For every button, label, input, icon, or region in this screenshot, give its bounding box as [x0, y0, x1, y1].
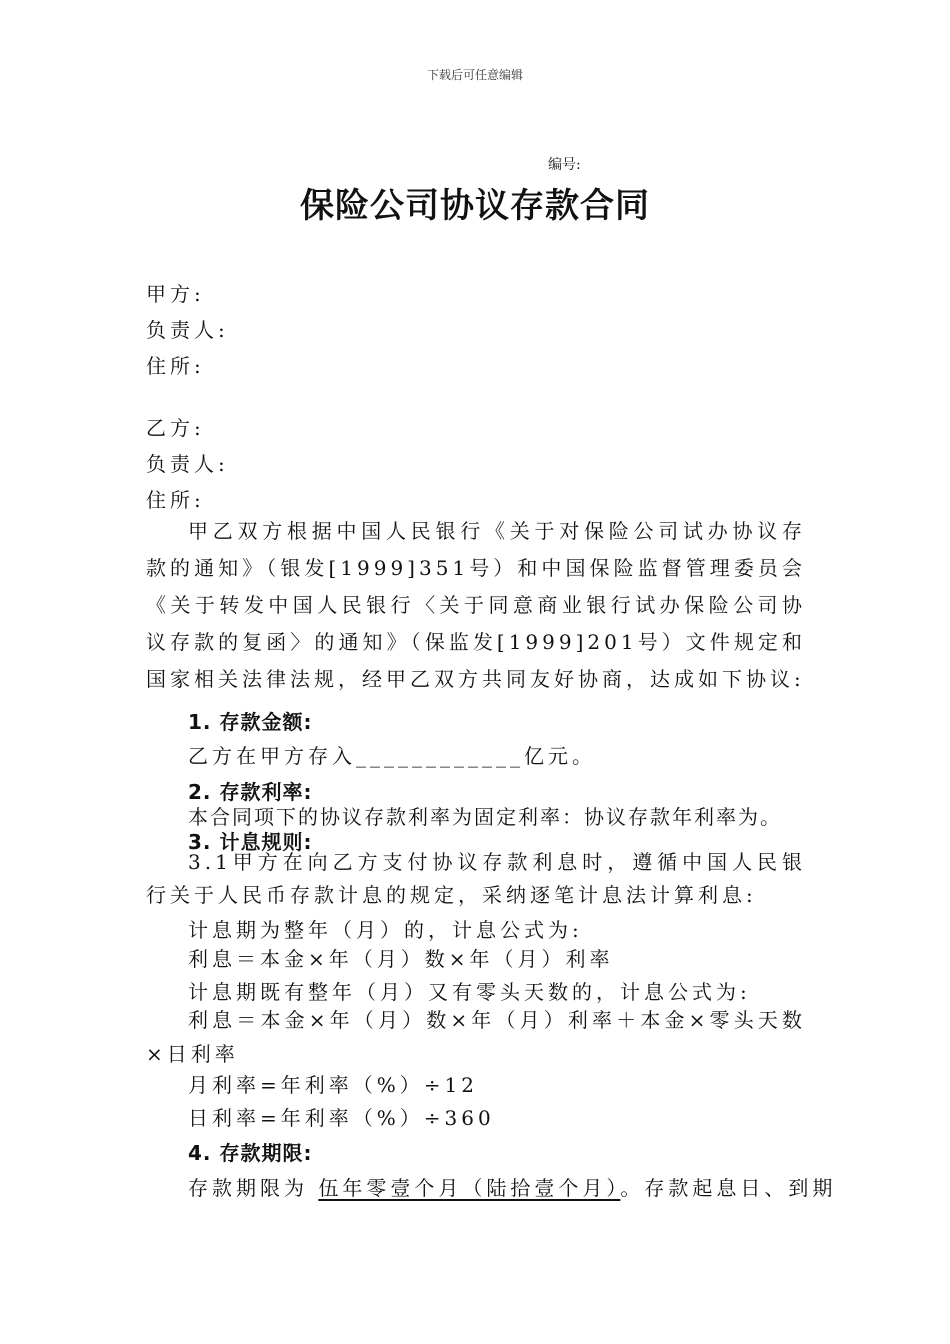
section-4-heading: 4. 存款期限:: [188, 1141, 313, 1165]
section-1-text: 乙方在甲方存入____________亿元。: [188, 744, 596, 768]
section-1-heading: 1. 存款金额:: [188, 710, 313, 734]
party-a-responsible: 负责人:: [146, 318, 229, 342]
section-4-text-before: 存款期限为: [188, 1176, 308, 1200]
section-3-line-1: 计息期为整年（月）的，计息公式为:: [188, 918, 583, 942]
intro-paragraph: 甲乙双方根据中国人民银行《关于对保险公司试办协议存款的通知》（银发[1999]351号）和中国保险监督管理委员会《关于转发中国人民银行〈关于同意商业银行试办保险公司协议存款的复函〉的通知》（保监发[1999]201号）文件规定和国家相关法律法规，经甲乙双方共同友好协商，达成如下协议:: [146, 519, 806, 691]
section-4-text-after: 。存款起息日、到期: [620, 1176, 837, 1200]
document-title: 保险公司协议存款合同: [300, 186, 650, 226]
party-b-responsible: 负责人:: [146, 452, 229, 476]
section-3-daily-rate: 日利率=年利率（%）÷360: [188, 1106, 495, 1130]
section-3-formula-1: 利息＝本金×年（月）数×年（月）利率: [188, 947, 614, 971]
section-3-paragraph-1: 3.1甲方在向乙方支付协议存款利息时，遵循中国人民银行关于人民币存款计息的规定，采纳逐笔计息法计算利息:: [146, 850, 806, 907]
page-header: 下载后可任意编辑: [426, 68, 523, 82]
party-a-address: 住所:: [146, 354, 205, 378]
section-3-formula-2: 利息＝本金×年（月）数×年（月）利率＋本金×零头天数×日利率: [146, 1008, 806, 1066]
section-4-text: [188, 1172, 836, 1201]
party-b-address: 住所:: [146, 488, 205, 512]
section-2-text: 本合同项下的协议存款利率为固定利率：协议存款年利率为。: [188, 805, 782, 829]
party-a-label: 甲方:: [146, 282, 205, 306]
contract-number-label: 编号:: [548, 157, 581, 173]
section-3-line-2: 计息期既有整年（月）又有零头天数的，计息公式为:: [188, 980, 751, 1004]
party-b-label: 乙方:: [146, 416, 205, 440]
section-3-heading: 3. 计息规则:: [188, 830, 313, 854]
section-3-monthly-rate: 月利率=年利率（%）÷12: [188, 1073, 478, 1097]
section-4-term: 伍年零壹个月（陆拾壹个月）: [318, 1176, 621, 1200]
section-2-heading: 2. 存款利率:: [188, 780, 313, 804]
